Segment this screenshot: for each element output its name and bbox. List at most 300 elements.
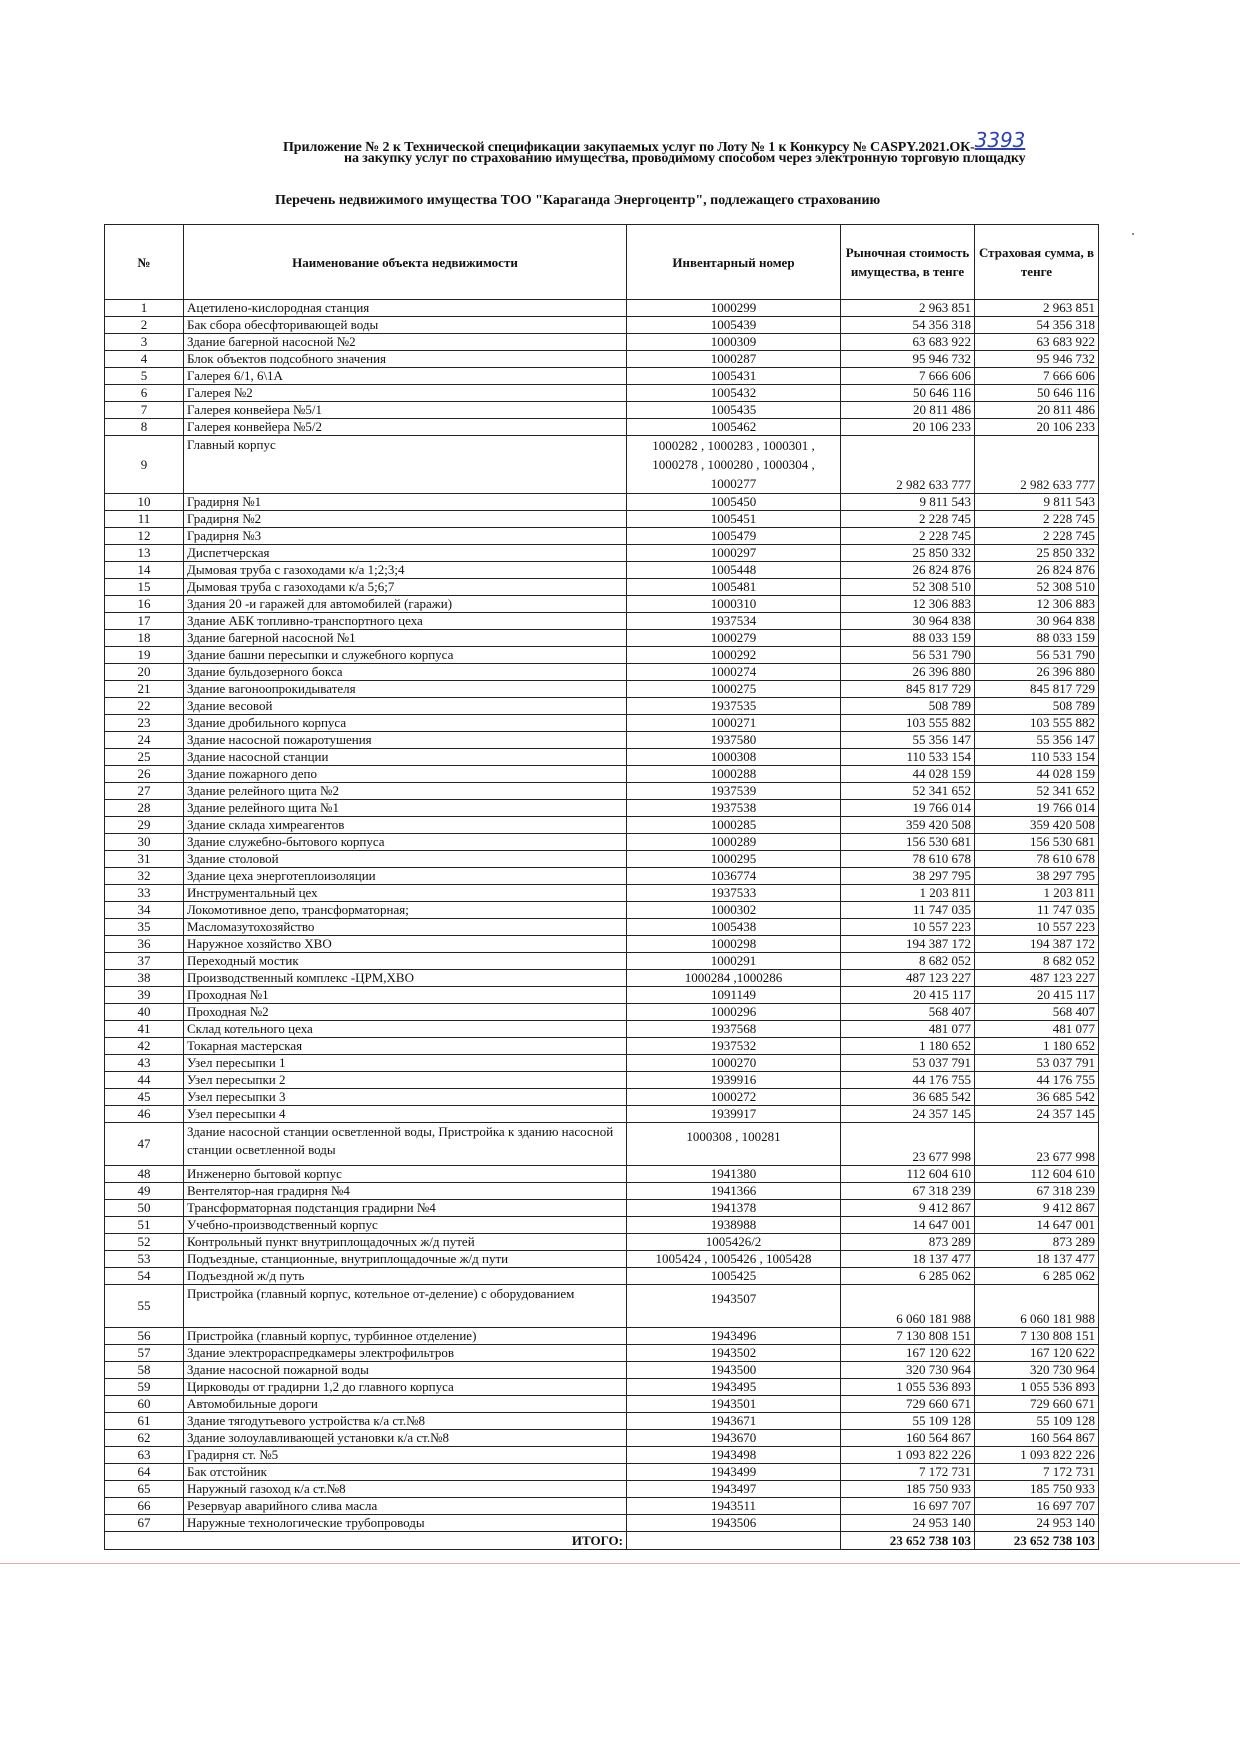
- market-value-cell: 36 685 542: [841, 1089, 975, 1106]
- insured-sum-cell: 160 564 867: [975, 1430, 1099, 1447]
- inventory-number-cell: 1000308: [627, 749, 841, 766]
- row-number-cell: 38: [105, 970, 184, 987]
- inventory-number-cell: 1005481: [627, 579, 841, 596]
- inventory-number-cell: 1005439: [627, 317, 841, 334]
- table-row: [105, 953, 1099, 970]
- object-name-cell: Здание насосной станции осветленной воды, Пристройка к зданию насосной станции осветленной воды: [184, 1123, 627, 1166]
- row-number-cell: 12: [105, 528, 184, 545]
- market-value-cell: 38 297 795: [841, 868, 975, 885]
- market-value-cell: 11 747 035: [841, 902, 975, 919]
- object-name-cell: Галерея конвейера №5/1: [184, 402, 627, 419]
- insured-sum-cell: 63 683 922: [975, 334, 1099, 351]
- market-value-cell: 23 677 998: [841, 1123, 975, 1166]
- table-row: [105, 902, 1099, 919]
- insured-sum-cell: 110 533 154: [975, 749, 1099, 766]
- market-value-cell: 9 811 543: [841, 494, 975, 511]
- inventory-number-cell: 1000279: [627, 630, 841, 647]
- insured-sum-cell: 2 228 745: [975, 511, 1099, 528]
- object-name-cell: Главный корпус: [184, 436, 627, 494]
- market-value-cell: 18 137 477: [841, 1251, 975, 1268]
- insured-sum-cell: 26 396 880: [975, 664, 1099, 681]
- inventory-number-cell: 1005426/2: [627, 1234, 841, 1251]
- row-number-cell: 44: [105, 1072, 184, 1089]
- object-name-cell: Здание релейного щита №1: [184, 800, 627, 817]
- table-row: [105, 1038, 1099, 1055]
- table-row: [105, 681, 1099, 698]
- market-value-cell: 7 172 731: [841, 1464, 975, 1481]
- object-name-cell: Здание насосной станции: [184, 749, 627, 766]
- row-number-cell: 20: [105, 664, 184, 681]
- insured-sum-cell: 20 415 117: [975, 987, 1099, 1004]
- column-header-name: Наименование объекта недвижимости: [184, 225, 627, 300]
- table-body: [105, 300, 1099, 1532]
- object-name-cell: Производственный комплекс -ЦРМ,ХВО: [184, 970, 627, 987]
- object-name-cell: Наружные технологические трубопроводы: [184, 1515, 627, 1532]
- inventory-number-cell: 1937532: [627, 1038, 841, 1055]
- object-name-cell: Здание башни пересыпки и служебного корпуса: [184, 647, 627, 664]
- row-number-cell: 22: [105, 698, 184, 715]
- row-number-cell: 30: [105, 834, 184, 851]
- inventory-number-cell: 1937568: [627, 1021, 841, 1038]
- object-name-cell: Галерея конвейера №5/2: [184, 419, 627, 436]
- row-number-cell: 7: [105, 402, 184, 419]
- row-number-cell: 65: [105, 1481, 184, 1498]
- table-row: [105, 596, 1099, 613]
- table-row: [105, 1234, 1099, 1251]
- insured-sum-cell: 2 228 745: [975, 528, 1099, 545]
- object-name-cell: Ацетилено-кислородная станция: [184, 300, 627, 317]
- insured-sum-cell: 1 093 822 226: [975, 1447, 1099, 1464]
- object-name-cell: Здание насосной пожаротушения: [184, 732, 627, 749]
- inventory-number-cell: 1005432: [627, 385, 841, 402]
- insured-sum-cell: 487 123 227: [975, 970, 1099, 987]
- insured-sum-cell: 53 037 791: [975, 1055, 1099, 1072]
- market-value-cell: 19 766 014: [841, 800, 975, 817]
- market-value-cell: 26 824 876: [841, 562, 975, 579]
- row-number-cell: 19: [105, 647, 184, 664]
- market-value-cell: 52 308 510: [841, 579, 975, 596]
- table-row: [105, 749, 1099, 766]
- table-row: [105, 664, 1099, 681]
- insured-sum-cell: 30 964 838: [975, 613, 1099, 630]
- insured-sum-cell: 44 028 159: [975, 766, 1099, 783]
- object-name-cell: Проходная №1: [184, 987, 627, 1004]
- inventory-number-cell: 1005450: [627, 494, 841, 511]
- market-value-cell: 487 123 227: [841, 970, 975, 987]
- inventory-number-cell: 1937534: [627, 613, 841, 630]
- row-number-cell: 33: [105, 885, 184, 902]
- object-name-cell: Автомобильные дороги: [184, 1396, 627, 1413]
- insured-sum-cell: 1 180 652: [975, 1038, 1099, 1055]
- market-value-cell: 14 647 001: [841, 1217, 975, 1234]
- object-name-cell: Здание багерной насосной №2: [184, 334, 627, 351]
- object-name-cell: Дымовая труба с газоходами к/а 5;6;7: [184, 579, 627, 596]
- insured-sum-cell: 729 660 671: [975, 1396, 1099, 1413]
- table-row: [105, 698, 1099, 715]
- market-value-cell: 194 387 172: [841, 936, 975, 953]
- inventory-number-cell: 1939916: [627, 1072, 841, 1089]
- insured-sum-cell: 67 318 239: [975, 1183, 1099, 1200]
- table-row: [105, 834, 1099, 851]
- insured-sum-cell: 25 850 332: [975, 545, 1099, 562]
- market-value-cell: 26 396 880: [841, 664, 975, 681]
- object-name-cell: Здание служебно-бытового корпуса: [184, 834, 627, 851]
- row-number-cell: 50: [105, 1200, 184, 1217]
- object-name-cell: Узел пересыпки 3: [184, 1089, 627, 1106]
- inventory-number-cell: 1005462: [627, 419, 841, 436]
- insured-sum-cell: 167 120 622: [975, 1345, 1099, 1362]
- object-name-cell: Инструментальный цех: [184, 885, 627, 902]
- insured-sum-cell: 2 982 633 777: [975, 436, 1099, 494]
- insured-sum-cell: 14 647 001: [975, 1217, 1099, 1234]
- inventory-number-cell: 1941380: [627, 1166, 841, 1183]
- inventory-number-cell: 1000309: [627, 334, 841, 351]
- table-row: [105, 647, 1099, 664]
- row-number-cell: 63: [105, 1447, 184, 1464]
- market-value-cell: 50 646 116: [841, 385, 975, 402]
- object-name-cell: Подъездные, станционные, внутриплощадочные ж/д пути: [184, 1251, 627, 1268]
- row-number-cell: 42: [105, 1038, 184, 1055]
- handwritten-tender-number: 3393: [974, 128, 1026, 152]
- insured-sum-cell: 8 682 052: [975, 953, 1099, 970]
- insured-sum-cell: 359 420 508: [975, 817, 1099, 834]
- market-value-cell: 156 530 681: [841, 834, 975, 851]
- insured-sum-cell: 24 953 140: [975, 1515, 1099, 1532]
- insured-sum-cell: 56 531 790: [975, 647, 1099, 664]
- insured-sum-cell: 7 666 606: [975, 368, 1099, 385]
- insured-sum-cell: 18 137 477: [975, 1251, 1099, 1268]
- market-value-cell: 185 750 933: [841, 1481, 975, 1498]
- inventory-number-cell: 1000285: [627, 817, 841, 834]
- object-name-cell: Градирня ст. №5: [184, 1447, 627, 1464]
- inventory-number-cell: 1000270: [627, 1055, 841, 1072]
- table-row: [105, 1362, 1099, 1379]
- row-number-cell: 9: [105, 436, 184, 494]
- object-name-cell: Здание столовой: [184, 851, 627, 868]
- object-name-cell: Диспетчерская: [184, 545, 627, 562]
- market-value-cell: 67 318 239: [841, 1183, 975, 1200]
- object-name-cell: Здание насосной пожарной воды: [184, 1362, 627, 1379]
- inventory-number-cell: 1000297: [627, 545, 841, 562]
- object-name-cell: Блок объектов подсобного значения: [184, 351, 627, 368]
- row-number-cell: 51: [105, 1217, 184, 1234]
- row-number-cell: 37: [105, 953, 184, 970]
- row-number-cell: 48: [105, 1166, 184, 1183]
- insured-sum-cell: 38 297 795: [975, 868, 1099, 885]
- inventory-number-cell: 1005431: [627, 368, 841, 385]
- object-name-cell: Токарная мастерская: [184, 1038, 627, 1055]
- total-insured-sum: 23 652 738 103: [975, 1532, 1099, 1550]
- object-name-cell: Здание вагоноопрокидывателя: [184, 681, 627, 698]
- row-number-cell: 45: [105, 1089, 184, 1106]
- row-number-cell: 29: [105, 817, 184, 834]
- row-number-cell: 53: [105, 1251, 184, 1268]
- market-value-cell: 44 028 159: [841, 766, 975, 783]
- market-value-cell: 160 564 867: [841, 1430, 975, 1447]
- inventory-number-cell: 1000287: [627, 351, 841, 368]
- market-value-cell: 95 946 732: [841, 351, 975, 368]
- insured-sum-cell: 1 203 811: [975, 885, 1099, 902]
- object-name-cell: Трансформаторная подстанция градирни №4: [184, 1200, 627, 1217]
- market-value-cell: 110 533 154: [841, 749, 975, 766]
- insured-sum-cell: 16 697 707: [975, 1498, 1099, 1515]
- inventory-number-cell: 1000299: [627, 300, 841, 317]
- object-name-cell: Здание дробильного корпуса: [184, 715, 627, 732]
- inventory-number-cell: 1943495: [627, 1379, 841, 1396]
- scan-artifact-dot: [1132, 233, 1134, 235]
- row-number-cell: 61: [105, 1413, 184, 1430]
- inventory-number-cell: 1005435: [627, 402, 841, 419]
- object-name-cell: Здание цеха энерготеплоизоляции: [184, 868, 627, 885]
- insured-sum-cell: 2 963 851: [975, 300, 1099, 317]
- row-number-cell: 36: [105, 936, 184, 953]
- inventory-number-cell: 1943507: [627, 1285, 841, 1328]
- row-number-cell: 34: [105, 902, 184, 919]
- row-number-cell: 66: [105, 1498, 184, 1515]
- insured-sum-cell: 6 060 181 988: [975, 1285, 1099, 1328]
- insured-sum-cell: 95 946 732: [975, 351, 1099, 368]
- insured-sum-cell: 12 306 883: [975, 596, 1099, 613]
- object-name-cell: Здание тягодутьевого устройства к/а ст.№8: [184, 1413, 627, 1430]
- market-value-cell: 88 033 159: [841, 630, 975, 647]
- row-number-cell: 21: [105, 681, 184, 698]
- object-name-cell: Здание золоулавливающей установки к/а ст.№8: [184, 1430, 627, 1447]
- market-value-cell: 24 953 140: [841, 1515, 975, 1532]
- table-row: [105, 385, 1099, 402]
- table-row: [105, 1072, 1099, 1089]
- market-value-cell: 568 407: [841, 1004, 975, 1021]
- row-number-cell: 11: [105, 511, 184, 528]
- object-name-cell: Здание релейного щита №2: [184, 783, 627, 800]
- table-row: [105, 936, 1099, 953]
- row-number-cell: 43: [105, 1055, 184, 1072]
- table-row: [105, 1021, 1099, 1038]
- market-value-cell: 1 180 652: [841, 1038, 975, 1055]
- market-value-cell: 873 289: [841, 1234, 975, 1251]
- insured-sum-cell: 50 646 116: [975, 385, 1099, 402]
- insured-sum-cell: 9 412 867: [975, 1200, 1099, 1217]
- table-row: [105, 732, 1099, 749]
- header-line-1-text: Приложение № 2 к Технической спецификации закупаемых услуг по Лоту № 1 к Конкурсу № CASPY.2021.ОК-: [283, 140, 975, 155]
- object-name-cell: Подъездной ж/д путь: [184, 1268, 627, 1285]
- market-value-cell: 2 963 851: [841, 300, 975, 317]
- row-number-cell: 16: [105, 596, 184, 613]
- inventory-number-cell: 1005479: [627, 528, 841, 545]
- inventory-number-cell: 1000271: [627, 715, 841, 732]
- market-value-cell: 20 811 486: [841, 402, 975, 419]
- table-row: [105, 1515, 1099, 1532]
- row-number-cell: 15: [105, 579, 184, 596]
- row-number-cell: 31: [105, 851, 184, 868]
- inventory-number-cell: 1943499: [627, 1464, 841, 1481]
- table-row: [105, 351, 1099, 368]
- table-row: [105, 868, 1099, 885]
- inventory-number-cell: 1939917: [627, 1106, 841, 1123]
- row-number-cell: 1: [105, 300, 184, 317]
- object-name-cell: Здания 20 -и гаражей для автомобилей (гаражи): [184, 596, 627, 613]
- total-row: [105, 1532, 1099, 1550]
- table-row: [105, 1379, 1099, 1396]
- row-number-cell: 10: [105, 494, 184, 511]
- object-name-cell: Здание АБК топливно-транспортного цеха: [184, 613, 627, 630]
- market-value-cell: 6 060 181 988: [841, 1285, 975, 1328]
- market-value-cell: 24 357 145: [841, 1106, 975, 1123]
- inventory-number-cell: 1005448: [627, 562, 841, 579]
- column-header-inventory: Инвентарный номер: [627, 225, 841, 300]
- table-row: [105, 1268, 1099, 1285]
- inventory-number-cell: 1943511: [627, 1498, 841, 1515]
- object-name-cell: Наружное хозяйство ХВО: [184, 936, 627, 953]
- insured-sum-cell: 194 387 172: [975, 936, 1099, 953]
- market-value-cell: 481 077: [841, 1021, 975, 1038]
- inventory-number-cell: 1000298: [627, 936, 841, 953]
- insured-sum-cell: 55 356 147: [975, 732, 1099, 749]
- object-name-cell: Контрольный пункт внутриплощадочных ж/д путей: [184, 1234, 627, 1251]
- row-number-cell: 18: [105, 630, 184, 647]
- table-row: [105, 1055, 1099, 1072]
- inventory-number-cell: 1943501: [627, 1396, 841, 1413]
- inventory-number-cell: 1000302: [627, 902, 841, 919]
- column-header-market-value: Рыночная стоимость имущества, в тенге: [841, 225, 975, 300]
- row-number-cell: 60: [105, 1396, 184, 1413]
- inventory-number-cell: 1943671: [627, 1413, 841, 1430]
- market-value-cell: 1 203 811: [841, 885, 975, 902]
- row-number-cell: 14: [105, 562, 184, 579]
- table-row: [105, 970, 1099, 987]
- row-number-cell: 24: [105, 732, 184, 749]
- row-number-cell: 64: [105, 1464, 184, 1481]
- inventory-number-cell: 1000295: [627, 851, 841, 868]
- row-number-cell: 39: [105, 987, 184, 1004]
- inventory-number-cell: 1000292: [627, 647, 841, 664]
- row-number-cell: 54: [105, 1268, 184, 1285]
- market-value-cell: 2 228 745: [841, 528, 975, 545]
- inventory-number-cell: 1000308 , 100281: [627, 1123, 841, 1166]
- row-number-cell: 59: [105, 1379, 184, 1396]
- table-row: [105, 317, 1099, 334]
- table-row: [105, 800, 1099, 817]
- table-row: [105, 630, 1099, 647]
- insured-sum-cell: 78 610 678: [975, 851, 1099, 868]
- table-row: [105, 1396, 1099, 1413]
- market-value-cell: 53 037 791: [841, 1055, 975, 1072]
- insured-sum-cell: 103 555 882: [975, 715, 1099, 732]
- object-name-cell: Узел пересыпки 1: [184, 1055, 627, 1072]
- inventory-number-cell: 1943496: [627, 1328, 841, 1345]
- insured-sum-cell: 23 677 998: [975, 1123, 1099, 1166]
- inventory-number-cell: 1000282 , 1000283 , 1000301 , 1000278 , 1000280 , 1000304 , 1000277: [627, 436, 841, 494]
- inventory-number-cell: 1000289: [627, 834, 841, 851]
- inventory-number-cell: 1000274: [627, 664, 841, 681]
- market-value-cell: 54 356 318: [841, 317, 975, 334]
- row-number-cell: 4: [105, 351, 184, 368]
- insured-sum-cell: 7 172 731: [975, 1464, 1099, 1481]
- object-name-cell: Масломазутохозяйство: [184, 919, 627, 936]
- inventory-number-cell: 1000275: [627, 681, 841, 698]
- insured-sum-cell: 185 750 933: [975, 1481, 1099, 1498]
- row-number-cell: 41: [105, 1021, 184, 1038]
- insured-sum-cell: 873 289: [975, 1234, 1099, 1251]
- market-value-cell: 7 666 606: [841, 368, 975, 385]
- table-row: [105, 1285, 1099, 1328]
- market-value-cell: 112 604 610: [841, 1166, 975, 1183]
- object-name-cell: Резервуар аварийного слива масла: [184, 1498, 627, 1515]
- object-name-cell: Бак сбора обесфторивающей воды: [184, 317, 627, 334]
- table-row: [105, 1123, 1099, 1166]
- inventory-number-cell: 1943670: [627, 1430, 841, 1447]
- market-value-cell: 1 055 536 893: [841, 1379, 975, 1396]
- market-value-cell: 63 683 922: [841, 334, 975, 351]
- table-row: [105, 402, 1099, 419]
- insured-sum-cell: 88 033 159: [975, 630, 1099, 647]
- object-name-cell: Градирня №3: [184, 528, 627, 545]
- inventory-number-cell: 1000284 ,1000286: [627, 970, 841, 987]
- inventory-number-cell: 1943506: [627, 1515, 841, 1532]
- market-value-cell: 55 356 147: [841, 732, 975, 749]
- market-value-cell: 78 610 678: [841, 851, 975, 868]
- object-name-cell: Бак отстойник: [184, 1464, 627, 1481]
- insured-sum-cell: 24 357 145: [975, 1106, 1099, 1123]
- row-number-cell: 5: [105, 368, 184, 385]
- table-row: [105, 613, 1099, 630]
- row-number-cell: 49: [105, 1183, 184, 1200]
- table-row: [105, 1413, 1099, 1430]
- object-name-cell: Узел пересыпки 2: [184, 1072, 627, 1089]
- object-name-cell: Вентелятор-ная градирня №4: [184, 1183, 627, 1200]
- row-number-cell: 57: [105, 1345, 184, 1362]
- inventory-number-cell: 1937580: [627, 732, 841, 749]
- market-value-cell: 320 730 964: [841, 1362, 975, 1379]
- object-name-cell: Здание пожарного депо: [184, 766, 627, 783]
- header-line-2: на закупку услуг по страхованию имущества, проводимому способом через электронную торговую площадку: [344, 151, 1026, 166]
- table-row: [105, 1217, 1099, 1234]
- object-name-cell: Инженерно бытовой корпус: [184, 1166, 627, 1183]
- inventory-number-cell: 1941378: [627, 1200, 841, 1217]
- market-value-cell: 729 660 671: [841, 1396, 975, 1413]
- row-number-cell: 35: [105, 919, 184, 936]
- table-row: [105, 1106, 1099, 1123]
- object-name-cell: Здание багерной насосной №1: [184, 630, 627, 647]
- market-value-cell: 20 415 117: [841, 987, 975, 1004]
- table-row: [105, 436, 1099, 494]
- inventory-number-cell: 1091149: [627, 987, 841, 1004]
- document-subtitle: Перечень недвижимого имущества ТОО "Караганда Энергоцентр", подлежащего страхованию: [275, 193, 881, 208]
- inventory-number-cell: 1943497: [627, 1481, 841, 1498]
- total-empty-cell: [627, 1532, 841, 1550]
- row-number-cell: 67: [105, 1515, 184, 1532]
- market-value-cell: 103 555 882: [841, 715, 975, 732]
- column-header-insured-sum: Страховая сумма, в тенге: [975, 225, 1099, 300]
- object-name-cell: Проходная №2: [184, 1004, 627, 1021]
- table-row: [105, 1200, 1099, 1217]
- market-value-cell: 6 285 062: [841, 1268, 975, 1285]
- table-row: [105, 528, 1099, 545]
- object-name-cell: Переходный мостик: [184, 953, 627, 970]
- market-value-cell: 7 130 808 151: [841, 1328, 975, 1345]
- inventory-number-cell: 1036774: [627, 868, 841, 885]
- total-market-value: 23 652 738 103: [841, 1532, 975, 1550]
- insured-sum-cell: 54 356 318: [975, 317, 1099, 334]
- table-row: [105, 579, 1099, 596]
- object-name-cell: Градирня №2: [184, 511, 627, 528]
- row-number-cell: 17: [105, 613, 184, 630]
- object-name-cell: Здание весовой: [184, 698, 627, 715]
- insured-sum-cell: 19 766 014: [975, 800, 1099, 817]
- table-row: [105, 987, 1099, 1004]
- insured-sum-cell: 845 817 729: [975, 681, 1099, 698]
- row-number-cell: 58: [105, 1362, 184, 1379]
- inventory-number-cell: 1943498: [627, 1447, 841, 1464]
